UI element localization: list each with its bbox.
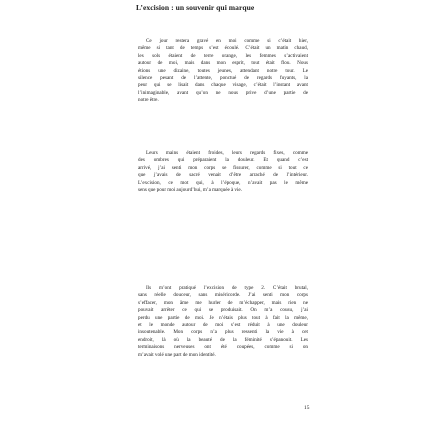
paragraph-line: endroit, là où la beauté de la féminité s’épanouit. Les: [138, 336, 308, 343]
paragraph-line: l’inimaginable, avant qu’on ne nous prive d’une partie de: [138, 89, 308, 96]
paragraph-line: sans réelle douceur, sans miséricorde. J’ai senti mon corps: [138, 292, 308, 299]
paragraph-line: m’avait volé une part de mon identité.: [138, 351, 216, 358]
paragraph-2: [138, 150, 308, 194]
paragraph-line: peur qui se lisait dans chaque visage, c’était l’instant avant: [138, 82, 308, 89]
paragraph-line: Leurs mains étaient froides, leurs regards fixes, comme: [146, 150, 308, 156]
paragraph-3: [138, 285, 308, 359]
paragraph-line: terminaisons nerveuses ont été coupées, comme si on: [138, 344, 308, 351]
paragraph-line: et le monde autour de moi s’est réduit à une douleur: [138, 322, 308, 329]
paragraph-1: [138, 38, 308, 105]
paragraph-line: autour de moi, mais dans mon esprit, tout était flou. Nous: [138, 60, 308, 67]
paragraph-line: s’effacer, mon âme me hurler de m’échapper, mais rien ne: [138, 299, 308, 306]
chapter-title: L’excision : un souvenir qui marque: [136, 3, 255, 12]
paragraph-line: Ils m’ont pratiqué l’excision de type 2. C’était brutal,: [146, 285, 308, 291]
paragraph-line: insoutenable. Mon corps n’a plus ressenti la vie à cet: [138, 329, 308, 336]
page-number: 15: [304, 405, 310, 411]
paragraph-line: même si tant de temps s’est écoulé. C’était un matin chaud,: [138, 45, 308, 52]
paragraph-line: perdu une partie de moi. Je n’étais plus tout à fait la même,: [138, 314, 308, 321]
paragraph-line: notre être.: [138, 97, 159, 104]
paragraph-line: étions une dizaine, toutes jeunes, attendant notre tour. Le: [138, 67, 308, 74]
paragraph-line: les sols étaient de terre orange, les femmes s’activaient: [138, 52, 308, 59]
paragraph-line: arrivé, j’ai senti mon corps se fissurer, comme si tout ce: [138, 164, 308, 171]
paragraph-line: L’excision, ce mot qui, à l’époque, n’avait pas le même: [138, 179, 308, 186]
paragraph-line: sens que pour moi aujourd’hui, m’a marquée à vie.: [138, 187, 242, 194]
paragraph-line: que j’avais de sacré venait d’être arraché de l’intérieur.: [138, 172, 308, 179]
paragraph-line: des ombres qui préparaient la douleur. Et quand c’est: [138, 157, 308, 164]
paragraph-line: Ce jour restera gravé en moi comme si c’était hier,: [146, 38, 308, 44]
paragraph-line: pouvait arrêter ce qui se produisait. On m’a cousu, j’ai: [138, 307, 308, 314]
paragraph-line: silence pesant de l’attente, ponctué de regards fuyants, la: [138, 75, 308, 82]
